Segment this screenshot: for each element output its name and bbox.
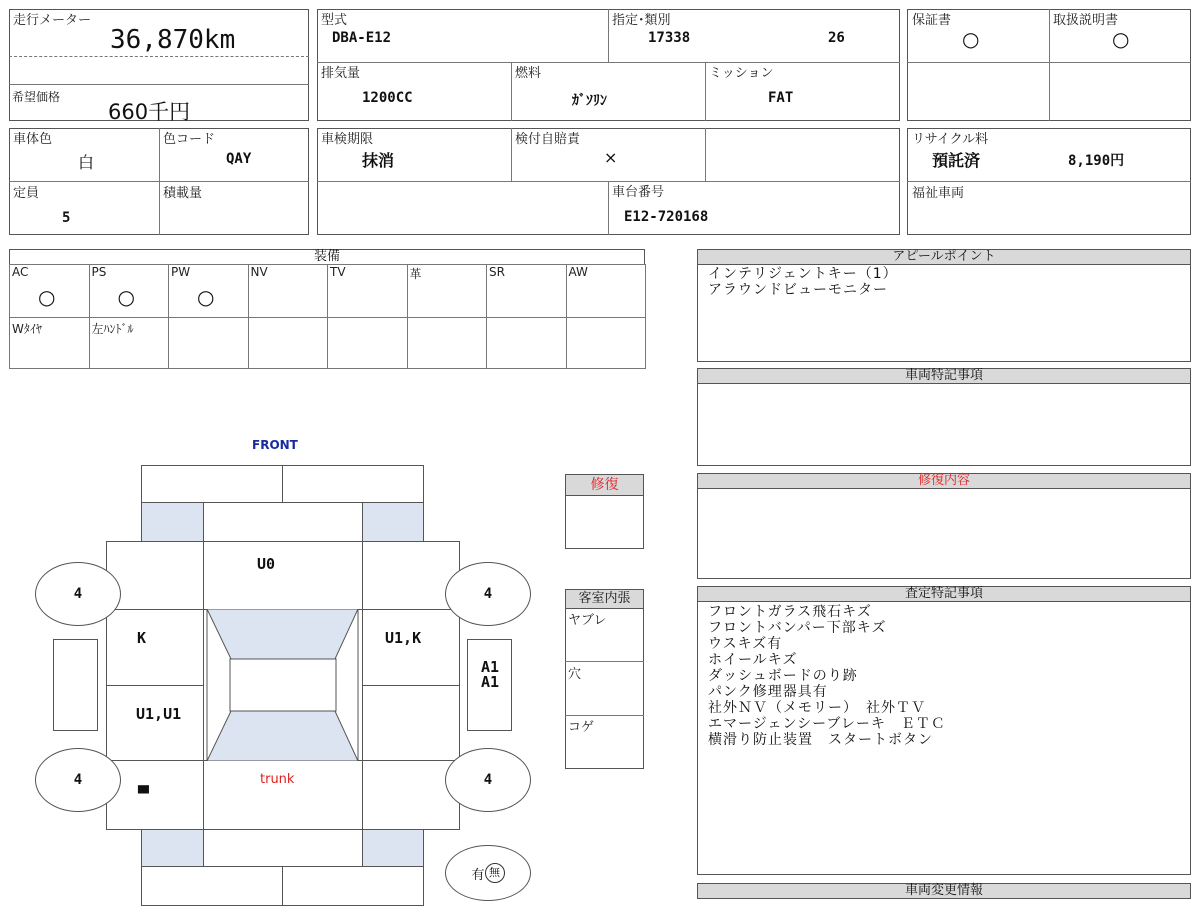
warranty-label: 保証書 [912, 13, 952, 28]
model-value: DBA-E12 [332, 30, 392, 46]
manual-label: 取扱説明書 [1053, 13, 1119, 28]
equipment-extra-label: 左ﾊﾝﾄﾞﾙ [91, 321, 134, 336]
wheel-rear-right: 4 [445, 748, 531, 812]
interior-item-hole: 穴 [568, 667, 582, 682]
chassis-label: 車台番号 [612, 185, 665, 200]
front-label: FRONT [252, 438, 298, 452]
recycle-label: リサイクル料 [912, 132, 989, 147]
rear-door-left [106, 685, 204, 761]
trunk-label: trunk [260, 772, 295, 787]
front-bumper-left [141, 465, 284, 503]
equipment-cell-AW [566, 264, 647, 318]
equipment-extra-cell [9, 317, 90, 370]
front-door-left [106, 609, 204, 686]
wheel-rear-left: 4 [35, 748, 121, 812]
left-side-panel [53, 639, 98, 731]
equipment-label: PS [91, 265, 107, 279]
front-light-left [141, 502, 204, 542]
interior-divider-1 [565, 661, 644, 662]
assessment-header: 査定特記事項 [697, 586, 1191, 602]
special-header: 車両特記事項 [697, 368, 1191, 384]
inspection-divider-v1 [511, 128, 512, 182]
equipment-label: 革 [409, 267, 422, 281]
spare-no: 無 [485, 863, 505, 883]
rear-light-right [362, 829, 424, 867]
manual-value: ○ [1112, 27, 1130, 51]
chassis-value: E12-720168 [624, 209, 709, 225]
interior-item-tear: ヤブレ [568, 613, 607, 628]
repair-detail-header: 修復内容 [697, 473, 1191, 489]
mileage-divider [9, 56, 309, 57]
equipment-cell-NV [248, 264, 329, 318]
equipment-extra-label: Wﾀｲﾔ [12, 321, 42, 336]
equipment-header: 装備 [9, 249, 645, 265]
equipment-extra-cell [486, 317, 567, 370]
model-label: 型式 [321, 13, 348, 28]
equipment-extra-cell [248, 317, 329, 370]
displacement-value: 1200CC [362, 90, 413, 106]
equipment-extra-cell [89, 317, 170, 370]
equipment-label: SR [489, 265, 505, 279]
insurance-value: × [604, 148, 618, 167]
recycle-status: 預託済 [932, 151, 981, 170]
designation-value-1: 17338 [648, 30, 691, 46]
equipment-extra-cell [566, 317, 647, 370]
equipment-cell-TV [327, 264, 408, 318]
equipment-label: AC [12, 265, 29, 279]
model-divider-v [608, 9, 609, 63]
rear-center [203, 829, 363, 867]
equipment-value: ○ [197, 285, 215, 309]
interior-box [565, 608, 644, 769]
body-color-label: 車体色 [13, 132, 53, 147]
mark-left-rear: ▄ [138, 778, 149, 794]
equipment-extra-cell [327, 317, 408, 370]
capacity-value: 5 [62, 210, 71, 226]
hood-top [203, 502, 363, 542]
designation-value-2: 26 [828, 30, 845, 46]
mission-label: ミッション [709, 66, 774, 81]
rear-bumper-right [282, 866, 424, 906]
front-fender-left [106, 541, 204, 610]
appeal-text: インテリジェントキー（1） アラウンドビューモニター [708, 266, 898, 298]
equipment-cell-革 [407, 264, 488, 318]
warranty-divider-v [1049, 9, 1050, 121]
equipment-cell-PS [89, 264, 170, 318]
color-divider-h [9, 181, 309, 182]
equipment-extra-cell [168, 317, 249, 370]
equipment-extra-cell [407, 317, 488, 370]
inspection-label: 車検期限 [321, 132, 374, 147]
fuel-value: ｶﾞｿﾘﾝ [572, 93, 607, 109]
appeal-header: アピールポイント [697, 249, 1191, 265]
hood-panel [203, 541, 363, 610]
equipment-value: ○ [38, 285, 56, 309]
equipment-cell-SR [486, 264, 567, 318]
front-door-right [362, 609, 460, 686]
spare-tire [445, 845, 531, 901]
insurance-label: 検付自賠責 [515, 132, 581, 147]
mark-hood: U0 [257, 555, 276, 573]
equipment-cell-AC [9, 264, 90, 318]
equipment-label: PW [171, 265, 191, 279]
mark-right-side: A1 A1 [481, 658, 500, 691]
front-light-right [362, 502, 424, 542]
rear-bumper-left [141, 866, 284, 906]
rear-fender-right [362, 760, 460, 830]
mileage-label: 走行メーター [13, 13, 92, 28]
chassis-divider-v [608, 181, 609, 235]
body-color-value: 白 [78, 153, 95, 172]
assessment-text: フロントガラス飛石キズ フロントバンパー下部キズ ウスキズ有 ホイールキズ ダッシュボードのり跡 パンク修理器具有 社外ＮＶ（メモリー） 社外ＴＶ エマージェンシーブレーキ ＥＴＣ 横滑り防止装置 スタートボタン [708, 604, 946, 748]
price-divider [9, 84, 309, 85]
color-code-label: 色コード [163, 132, 216, 147]
mileage-value: 36,870km [110, 25, 236, 55]
inspection-divider-v2 [705, 128, 706, 182]
interior-header: 客室内張 [565, 589, 644, 609]
equipment-label: TV [330, 265, 346, 279]
rear-light-left [141, 829, 204, 867]
fuel-divider [511, 62, 512, 121]
spare-yes: 有 [471, 867, 485, 883]
welfare-label: 福祉車両 [912, 186, 965, 201]
mark-left-rear-door: U1,U1 [136, 705, 182, 723]
capacity-label: 定員 [13, 186, 40, 201]
repair-header: 修復 [565, 474, 644, 496]
roof-glass-diagram [203, 609, 363, 761]
front-bumper-right [282, 465, 424, 503]
wheel-front-right: 4 [445, 562, 531, 626]
trunk-panel [203, 760, 363, 830]
wheel-front-left: 4 [35, 562, 121, 626]
rear-fender-left [106, 760, 204, 830]
recycle-value: 8,190円 [1068, 153, 1125, 169]
change-info-header: 車両変更情報 [697, 883, 1191, 899]
price-value: 660千円 [108, 100, 191, 124]
warranty-divider-h [907, 62, 1191, 63]
equipment-value: ○ [117, 285, 135, 309]
displacement-label: 排気量 [321, 66, 361, 81]
model-divider-h [317, 62, 900, 63]
equipment-label: AW [568, 265, 588, 279]
mark-left-front-door: K [137, 629, 147, 647]
load-label: 積載量 [163, 186, 203, 201]
fuel-label: 燃料 [515, 66, 542, 81]
special-panel [697, 383, 1191, 466]
warranty-value: ○ [962, 27, 980, 51]
designation-label: 指定･類別 [612, 13, 671, 28]
repair-box [565, 495, 644, 549]
price-label: 希望価格 [12, 90, 61, 104]
inspection-value: 抹消 [362, 151, 395, 170]
equipment-table [9, 264, 645, 369]
mission-value: FAT [768, 90, 794, 106]
mark-right-front-door: U1,K [385, 629, 422, 647]
equipment-cell-PW [168, 264, 249, 318]
rear-door-right [362, 685, 460, 761]
equipment-label: NV [250, 265, 268, 279]
interior-item-burn: コゲ [568, 720, 595, 735]
mission-divider [705, 62, 706, 121]
repair-detail-panel [697, 488, 1191, 579]
color-code-value: QAY [226, 151, 252, 167]
